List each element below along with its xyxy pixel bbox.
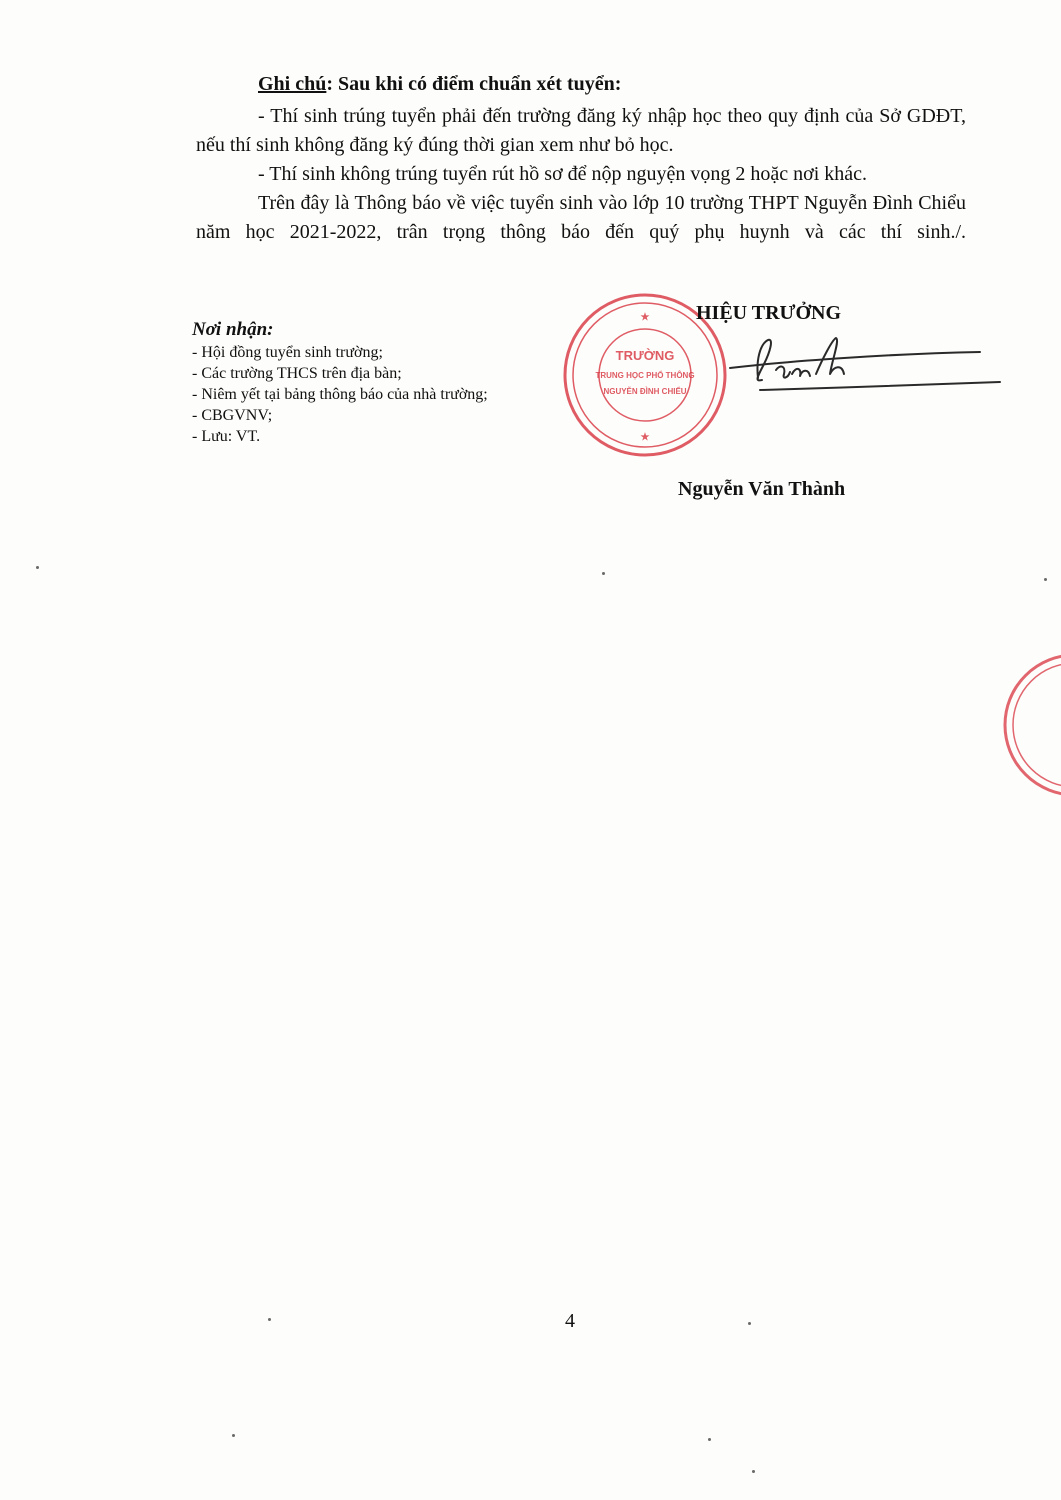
svg-text:★: ★ <box>640 432 650 443</box>
scan-speck <box>708 1438 711 1441</box>
scan-speck <box>36 566 39 569</box>
page-number: 4 <box>565 1310 575 1332</box>
recipients-title: Nơi nhận: <box>192 319 274 340</box>
scan-speck <box>748 1322 751 1325</box>
scan-speck <box>1044 578 1047 581</box>
recipient-item: - Các trường THCS trên địa bàn; <box>192 365 402 382</box>
note-item-admitted: - Thí sinh trúng tuyển phải đến trường đăng ký nhập học theo quy định của Sở GDĐT, nếu thí sinh không đăng ký đúng thời gian xem như bỏ học. <box>196 105 966 156</box>
note-label: Ghi chú <box>258 73 327 95</box>
recipient-item: - Lưu: VT. <box>192 428 261 445</box>
recipient-item: - Hội đồng tuyển sinh trường; <box>192 344 383 361</box>
partial-seal-edge <box>1000 650 1061 800</box>
seal-line-2: TRUNG HỌC PHỔ THÔNG <box>595 371 695 380</box>
svg-text:★: ★ <box>640 312 650 323</box>
note-item-not-admitted: - Thí sinh không trúng tuyển rút hồ sơ để nộp nguyện vọng 2 hoặc nơi khác. <box>258 163 868 185</box>
recipients-list <box>192 342 552 447</box>
seal-line-3: NGUYỄN ĐÌNH CHIỂU <box>603 387 687 396</box>
note-heading-text: : Sau khi có điểm chuẩn xét tuyển: <box>326 73 622 95</box>
handwritten-signature <box>640 330 1010 410</box>
scan-speck <box>268 1318 271 1321</box>
recipient-item: - CBGVNV; <box>192 407 273 424</box>
scan-speck <box>602 572 605 575</box>
seal-line-1: TRƯỜNG <box>615 348 675 363</box>
recipients-block <box>192 318 552 447</box>
recipient-item: - Niêm yết tại bảng thông báo của nhà trường; <box>192 386 488 403</box>
scan-speck <box>232 1434 235 1437</box>
signer-title: HIỆU TRƯỞNG <box>696 302 842 324</box>
scan-speck <box>752 1470 755 1473</box>
signer-name: Nguyễn Văn Thành <box>678 478 846 500</box>
closing-paragraph: Trên đây là Thông báo về việc tuyển sinh vào lớp 10 trường THPT Nguyễn Đình Chiểu năm học 2021-2022, trân trọng thông báo đến quý phụ huynh và các thí sinh./. <box>196 192 966 243</box>
note-heading <box>258 70 621 99</box>
